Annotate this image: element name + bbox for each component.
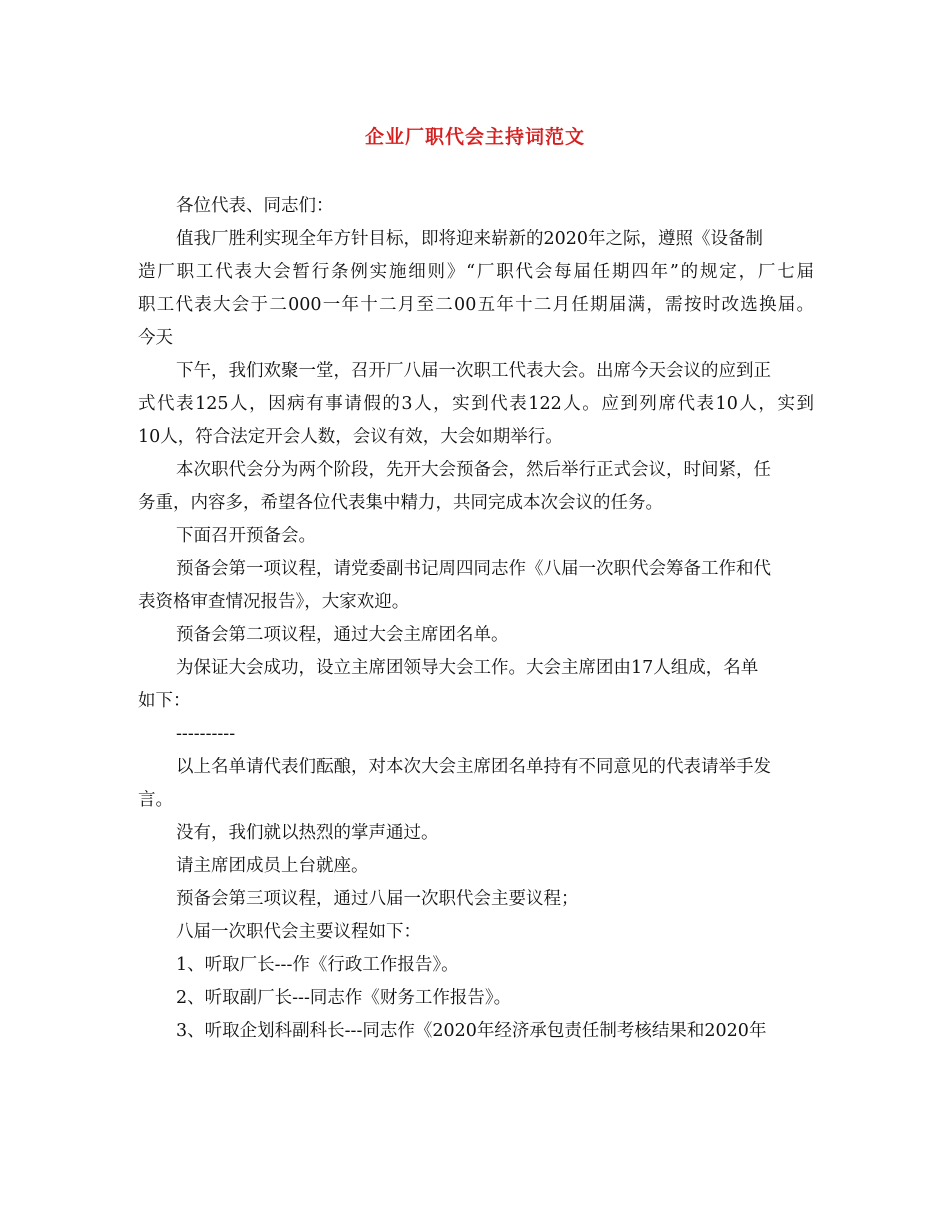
paragraph-line: 各位代表、同志们： — [176, 196, 334, 216]
paragraph-line: 为保证大会成功，设立主席团领导大会工作。大会主席团由17人组成，名单 — [176, 658, 759, 678]
paragraph-line: 表资格审查情况报告》，大家欢迎。 — [138, 592, 410, 612]
paragraph-line: 10人，符合法定开会人数，会议有效，大会如期举行。 — [138, 427, 563, 447]
paragraph-line: 造厂职工代表大会暂行条例实施细则》“厂职代会每届任期四年”的规定，厂七届 — [138, 262, 814, 282]
paragraph-line: 预备会第三项议程，通过八届一次职代会主要议程； — [176, 889, 579, 909]
paragraph-line: 请主席团成员上台就座。 — [176, 856, 369, 876]
paragraph-line: 以上名单请代表们酝酿，对本次大会主席团名单持有不同意见的代表请举手发 — [176, 757, 771, 777]
document-body — [138, 190, 814, 1048]
paragraph-line: 本次职代会分为两个阶段，先开大会预备会，然后举行正式会议，时间紧，任 — [176, 460, 771, 480]
paragraph-line: 式代表125人，因病有事请假的3人，实到代表122人。应到列席代表10人，实到 — [138, 394, 814, 414]
paragraph-line: 预备会第二项议程，通过大会主席团名单。 — [176, 625, 509, 645]
paragraph-line: 务重，内容多，希望各位代表集中精力，共同完成本次会议的任务。 — [138, 493, 663, 513]
paragraph-line: 如下： — [138, 691, 191, 711]
separator-line: ---------- — [176, 724, 236, 744]
document-title: 企业厂职代会主持词范文 — [364, 126, 585, 148]
paragraph-line: 言。 — [138, 790, 173, 810]
paragraph-line: 没有，我们就以热烈的掌声通过。 — [176, 823, 439, 843]
paragraph-line: 值我厂胜利实现全年方针目标，即将迎来崭新的2020年之际，遵照《设备制 — [176, 229, 764, 249]
paragraph-line: 职工代表大会于二000一年十二月至二00五年十二月任期届满，需按时改选换届。 — [138, 295, 814, 315]
agenda-item: 3、听取企划科副科长---同志作《2020年经济承包责任制考核结果和2020年 — [176, 1021, 767, 1041]
paragraph-line: 下面召开预备会。 — [176, 526, 316, 546]
paragraph-line: 今天 — [138, 328, 173, 348]
paragraph-line: 八届一次职代会主要议程如下： — [176, 922, 421, 942]
paragraph-line: 下午，我们欢聚一堂，召开厂八届一次职工代表大会。出席今天会议的应到正 — [176, 361, 771, 381]
agenda-item: 1、听取厂长---作《行政工作报告》。 — [176, 955, 459, 975]
agenda-item: 2、听取副厂长---同志作《财务工作报告》。 — [176, 988, 512, 1008]
paragraph-line: 预备会第一项议程，请党委副书记周四同志作《八届一次职代会筹备工作和代 — [176, 559, 771, 579]
